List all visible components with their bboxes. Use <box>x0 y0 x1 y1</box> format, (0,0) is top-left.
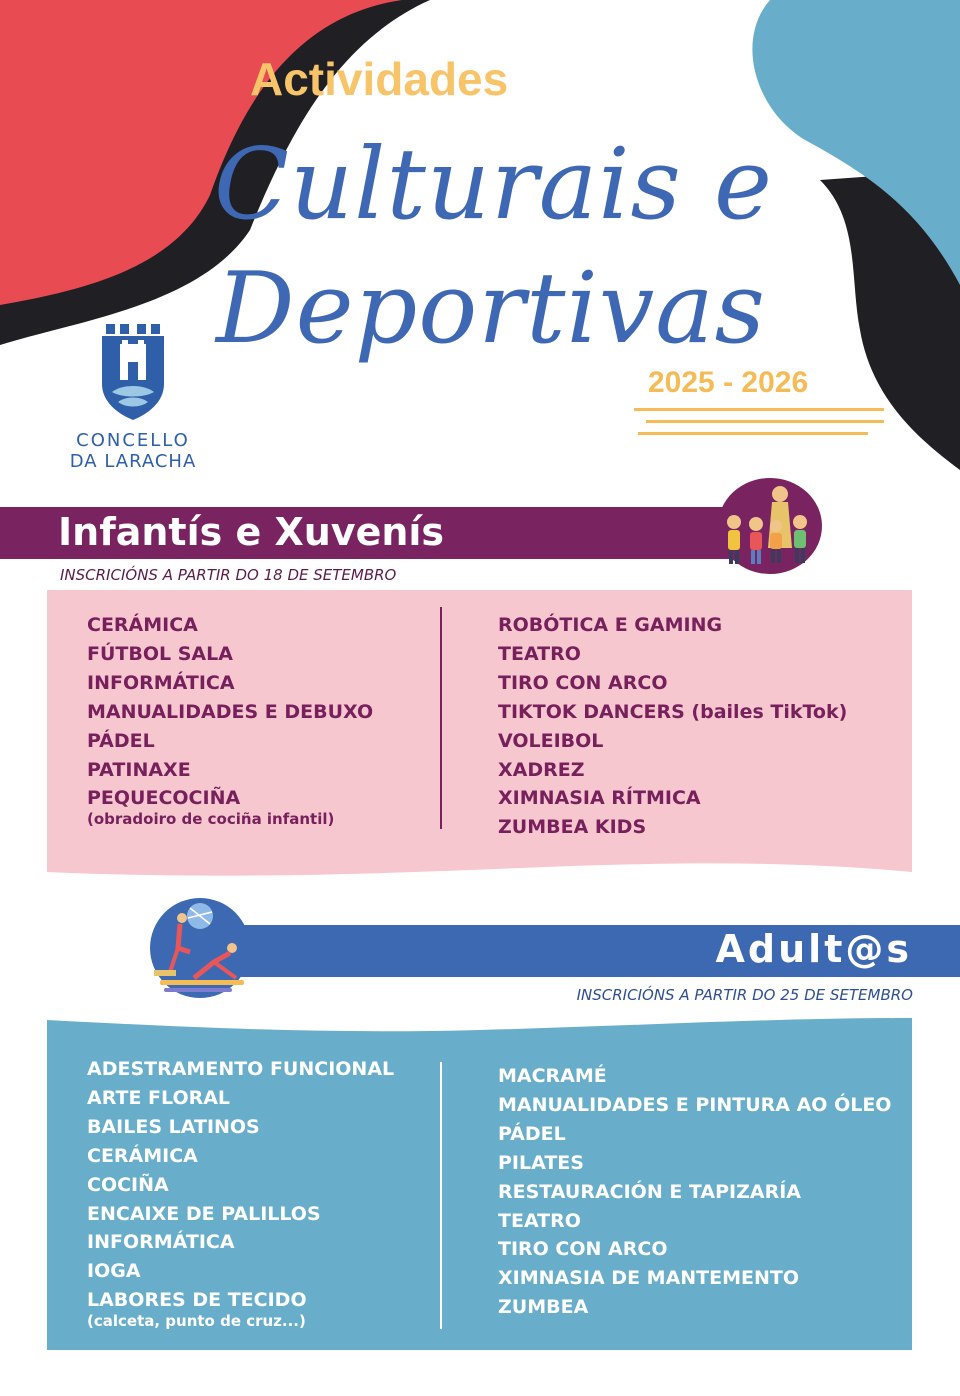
list-item: VOLEIBOL <box>498 729 604 752</box>
list-item: TIRO CON ARCO <box>498 1238 668 1261</box>
list-item: XIMNASIA RÍTMICA <box>498 787 701 810</box>
adults-column-divider <box>440 1062 442 1329</box>
years-label: 2025 - 2026 <box>648 366 809 399</box>
decorative-lines <box>634 408 884 444</box>
adults-registration-note: INSCRICIÓNS A PARTIR DO 25 DE SETEMBRO <box>576 986 913 1004</box>
kids-registration-note: INSCRICIÓNS A PARTIR DO 18 DE SETEMBRO <box>60 566 397 584</box>
kids-column-divider <box>440 607 442 829</box>
list-item: CERÁMICA <box>87 1144 198 1167</box>
kids-activities-right <box>498 611 847 842</box>
list-item: CERÁMICA <box>87 614 198 636</box>
children-group-icon <box>718 478 822 574</box>
list-item: TEATRO <box>498 642 581 665</box>
list-item: MACRAMÉ <box>498 1065 607 1087</box>
logo-text-line-1: CONCELLO <box>76 430 190 451</box>
list-item: PÁDEL <box>87 729 155 752</box>
title-actividades: Actividades <box>250 53 509 105</box>
list-item: ROBÓTICA E GAMING <box>498 614 723 636</box>
list-item: TEATRO <box>498 1209 581 1232</box>
gymnastics-icon <box>150 898 250 998</box>
list-item: BAILES LATINOS <box>87 1115 260 1138</box>
list-item: INFORMÁTICA <box>87 671 235 694</box>
list-item: TIRO CON ARCO <box>498 671 668 694</box>
kids-activities-left <box>87 611 373 828</box>
list-item: PATINAXE <box>87 758 191 781</box>
list-item: INFORMÁTICA <box>87 1231 235 1254</box>
list-item: PEQUECOCIÑA <box>87 787 241 810</box>
logo-text-line-2: DA LARACHA <box>69 451 197 472</box>
list-item: COCIÑA <box>87 1173 169 1196</box>
list-item: MANUALIDADES E DEBUXO <box>87 700 374 723</box>
list-item: FÚTBOL SALA <box>87 642 233 665</box>
adults-section-title: Adult@s <box>715 927 912 971</box>
kids-section-title: Infantís e Xuvenís <box>58 510 445 554</box>
castle-shield-icon <box>98 322 168 422</box>
list-item: ZUMBEA KIDS <box>498 816 647 839</box>
list-item: XADREZ <box>498 758 585 781</box>
list-item: ZUMBEA <box>498 1296 589 1319</box>
list-item: LABORES DE TECIDO <box>87 1289 307 1312</box>
title-line-1: Culturais e <box>214 128 773 242</box>
concello-logo <box>68 322 198 472</box>
list-item: RESTAURACIÓN E TAPIZARÍA <box>498 1180 802 1203</box>
list-item: ARTE FLORAL <box>87 1086 231 1109</box>
list-item: IOGA <box>87 1260 141 1283</box>
adults-activities-left <box>87 1055 394 1330</box>
list-item: XIMNASIA DE MANTEMENTO <box>498 1267 800 1290</box>
list-item: PÁDEL <box>498 1122 566 1145</box>
list-item: ADESTRAMENTO FUNCIONAL <box>87 1058 395 1080</box>
list-item: PILATES <box>498 1151 584 1174</box>
list-item: TIKTOK DANCERS (bailes TikTok) <box>498 700 848 723</box>
list-item: ENCAIXE DE PALILLOS <box>87 1202 321 1225</box>
list-item-note: (obradoiro de cociña infantil) <box>87 810 335 829</box>
list-item: MANUALIDADES E PINTURA AO ÓLEO <box>498 1093 892 1116</box>
adults-activities-right <box>498 1062 891 1322</box>
title-line-2: Deportivas <box>216 252 766 366</box>
list-item-note: (calceta, punto de cruz...) <box>87 1312 306 1331</box>
